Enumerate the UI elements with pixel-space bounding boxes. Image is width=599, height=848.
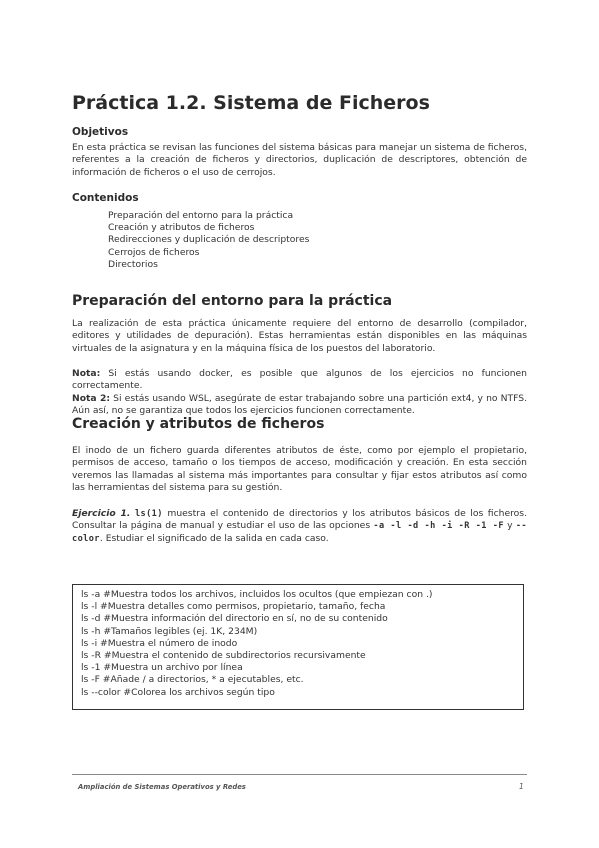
nota-2: Nota 2: Si estás usando WSL, asegúrate de estar trabajando sobre una partición ext4, y no NTFS. Aún así, no se garantiza que todos los ejercicios funcionen correctamente.	[72, 392, 528, 417]
section-heading-creacion: Creación y atributos de ficheros	[72, 416, 325, 432]
answer-line: ls -i #Muestra el número de inodo	[81, 637, 238, 649]
ls-command: ls(1)	[134, 509, 163, 519]
toc-item: Creación y atributos de ficheros	[108, 222, 255, 234]
section1-text: La realización de esta práctica únicamente requiere del entorno de desarrollo (compilador, editores y utilidades de depuración). Estas herramientas están disponibles en las máquinas virtuales de la asignatura y en la máquina física de los puestos del laboratorio.	[72, 318, 527, 354]
nota-1: Nota: Si estás usando docker, es posible que algunos de los ejercicios no funcionen correctamente.	[72, 368, 527, 392]
answer-box	[72, 584, 524, 710]
toc-item: Redirecciones y duplicación de descriptores	[108, 234, 310, 246]
ejercicio-1: Ejercicio 1. ls(1) muestra el contenido de directorios y los atributos básicos de los ficheros. Consultar la página de manual y estudiar el uso de las opciones -a -l -d -h -i -R -1 -F y --color. Estudiar el significado de la salida en cada caso.	[72, 508, 528, 544]
answer-line: ls -R #Muestra el contenido de subdirectorios recursivamente	[81, 650, 366, 662]
ls-options: -a -l -d -h -i -R -1 -F	[373, 521, 504, 532]
answer-line: ls -a #Muestra todos los archivos, incluidos los ocultos (que empiezan con .)	[81, 589, 433, 600]
objetivos-heading: Objetivos	[72, 126, 129, 138]
toc-item: Cerrojos de ficheros	[108, 246, 200, 258]
answer-line: ls -F #Añade / a directorios, * a ejecutables, etc.	[81, 674, 304, 686]
footer-course-name: Ampliación de Sistemas Operativos y Redes	[78, 783, 246, 791]
answer-line: ls -l #Muestra detalles como permisos, propietario, tamaño, fecha	[81, 601, 386, 613]
answer-line: ls --color #Colorea los archivos según tipo	[81, 686, 275, 698]
toc-item: Preparación del entorno para la práctica	[108, 210, 294, 221]
contenidos-list	[108, 210, 309, 271]
contenidos-heading: Contenidos	[72, 192, 139, 204]
section-heading-preparacion: Preparación del entorno para la práctica	[72, 293, 393, 309]
objetivos-text: En esta práctica se revisan las funciones del sistema básicas para manejar un sistema de ficheros, referentes a la creación de ficheros y directorios, duplicación de descriptores, obtención de información de ficheros o el uso de cerrojos.	[72, 142, 527, 178]
page-number: 1	[519, 782, 524, 791]
page-title: Práctica 1.2. Sistema de Ficheros	[72, 92, 430, 114]
answer-line: ls -1 #Muestra un archivo por línea	[81, 662, 243, 674]
ejercicio-label: Ejercicio 1.	[72, 508, 131, 519]
answer-line: ls -h #Tamaños legibles (ej. 1K, 234M)	[81, 625, 258, 637]
footer-divider	[72, 774, 527, 775]
answer-line: ls -d #Muestra información del directorio en sí, no de su contenido	[81, 613, 388, 625]
toc-item: Directorios	[108, 258, 158, 270]
ls-color-option: --color	[72, 521, 528, 544]
section1-notes	[72, 368, 527, 418]
section2-text: El inodo de un fichero guarda diferentes atributos de éste, como por ejemplo el propietario, permisos de acceso, tamaño o los tiempos de acceso, modificación y creación. En esta sección veremos las llamadas al sistema más importantes para consultar y fijar estos atributos así como las herramientas del sistema para su gestión.	[72, 445, 527, 494]
